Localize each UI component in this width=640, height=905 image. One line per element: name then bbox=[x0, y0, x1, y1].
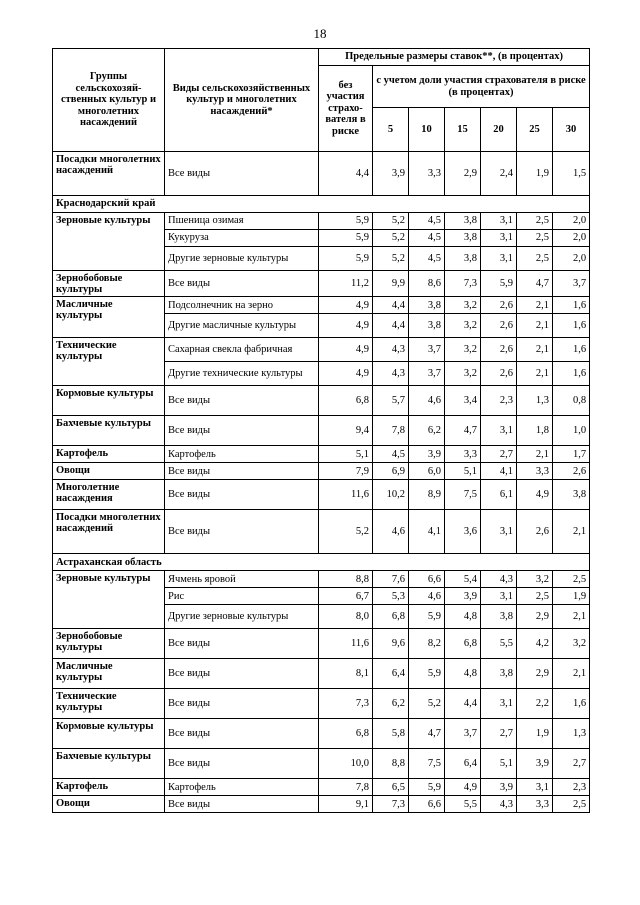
rate-with-participation: 3,8 bbox=[481, 605, 517, 629]
rate-with-participation: 4,2 bbox=[517, 629, 553, 659]
rate-no-participation: 9,4 bbox=[319, 416, 373, 446]
crop-kind: Другие масличные культуры bbox=[165, 314, 319, 338]
rate-no-participation: 11,2 bbox=[319, 271, 373, 297]
rate-with-participation: 7,6 bbox=[373, 571, 409, 588]
rate-with-participation: 5,9 bbox=[481, 271, 517, 297]
header-share: 15 bbox=[445, 108, 481, 152]
table-row bbox=[53, 271, 590, 297]
rate-with-participation: 6,2 bbox=[373, 689, 409, 719]
rate-with-participation: 9,6 bbox=[373, 629, 409, 659]
rate-with-participation: 5,4 bbox=[445, 571, 481, 588]
rate-with-participation: 7,3 bbox=[373, 796, 409, 813]
crop-kind: Все виды bbox=[165, 271, 319, 297]
rate-with-participation: 3,8 bbox=[445, 230, 481, 247]
crop-group: Зернобобовые культуры bbox=[53, 629, 165, 659]
rate-with-participation: 3,9 bbox=[445, 588, 481, 605]
header-limits: Предельные размеры ставок**, (в процентах) bbox=[319, 49, 590, 66]
rate-with-participation: 2,6 bbox=[481, 314, 517, 338]
rate-with-participation: 4,4 bbox=[445, 689, 481, 719]
rate-with-participation: 7,5 bbox=[409, 749, 445, 779]
rate-no-participation: 8,1 bbox=[319, 659, 373, 689]
header-share: 25 bbox=[517, 108, 553, 152]
crop-kind: Картофель bbox=[165, 446, 319, 463]
rate-no-participation: 11,6 bbox=[319, 480, 373, 510]
rate-with-participation: 2,1 bbox=[517, 338, 553, 362]
rate-no-participation: 5,9 bbox=[319, 213, 373, 230]
region-row bbox=[53, 554, 590, 571]
table-row bbox=[53, 297, 590, 314]
crop-group: Технические культуры bbox=[53, 689, 165, 719]
crop-group: Кормовые культуры bbox=[53, 386, 165, 416]
rate-with-participation: 1,3 bbox=[517, 386, 553, 416]
rate-with-participation: 10,2 bbox=[373, 480, 409, 510]
rate-with-participation: 8,8 bbox=[373, 749, 409, 779]
rate-with-participation: 2,7 bbox=[553, 749, 590, 779]
rate-with-participation: 5,9 bbox=[409, 605, 445, 629]
crop-kind: Другие зерновые культуры bbox=[165, 605, 319, 629]
rate-with-participation: 3,7 bbox=[409, 362, 445, 386]
header-share: 10 bbox=[409, 108, 445, 152]
rate-with-participation: 2,5 bbox=[517, 588, 553, 605]
header-share: 5 bbox=[373, 108, 409, 152]
rate-with-participation: 2,7 bbox=[481, 719, 517, 749]
rate-with-participation: 4,5 bbox=[409, 230, 445, 247]
table-row bbox=[53, 446, 590, 463]
rate-with-participation: 4,8 bbox=[445, 605, 481, 629]
rate-with-participation: 3,2 bbox=[445, 338, 481, 362]
rate-with-participation: 6,8 bbox=[373, 605, 409, 629]
rate-with-participation: 7,3 bbox=[445, 271, 481, 297]
rate-with-participation: 6,8 bbox=[445, 629, 481, 659]
rate-with-participation: 3,7 bbox=[445, 719, 481, 749]
rate-with-participation: 2,6 bbox=[553, 463, 590, 480]
crop-group: Овощи bbox=[53, 463, 165, 480]
rate-with-participation: 2,0 bbox=[553, 213, 590, 230]
rate-with-participation: 1,0 bbox=[553, 416, 590, 446]
region-row bbox=[53, 196, 590, 213]
crop-group: Картофель bbox=[53, 446, 165, 463]
rate-with-participation: 5,8 bbox=[373, 719, 409, 749]
crop-group: Многолетние насаждения bbox=[53, 480, 165, 510]
rate-with-participation: 6,4 bbox=[445, 749, 481, 779]
crop-group: Бахчевые культуры bbox=[53, 416, 165, 446]
header-share: 30 bbox=[553, 108, 590, 152]
rate-with-participation: 5,2 bbox=[409, 689, 445, 719]
header-share: 20 bbox=[481, 108, 517, 152]
rate-with-participation: 4,4 bbox=[373, 297, 409, 314]
rate-with-participation: 9,9 bbox=[373, 271, 409, 297]
crop-kind: Все виды bbox=[165, 749, 319, 779]
rate-with-participation: 5,2 bbox=[373, 247, 409, 271]
rate-no-participation: 6,8 bbox=[319, 719, 373, 749]
rate-no-participation: 8,8 bbox=[319, 571, 373, 588]
crop-kind: Ячмень яровой bbox=[165, 571, 319, 588]
crop-group: Масличные культуры bbox=[53, 297, 165, 338]
rate-no-participation: 7,8 bbox=[319, 779, 373, 796]
rate-with-participation: 3,1 bbox=[481, 230, 517, 247]
crop-kind: Все виды bbox=[165, 463, 319, 480]
rate-with-participation: 2,9 bbox=[445, 152, 481, 196]
table-row bbox=[53, 213, 590, 230]
rate-with-participation: 4,3 bbox=[373, 362, 409, 386]
table-row bbox=[53, 629, 590, 659]
rate-with-participation: 4,7 bbox=[409, 719, 445, 749]
crop-kind: Пшеница озимая bbox=[165, 213, 319, 230]
rate-with-participation: 2,1 bbox=[553, 510, 590, 554]
rate-with-participation: 3,3 bbox=[445, 446, 481, 463]
crop-kind: Другие зерновые культуры bbox=[165, 247, 319, 271]
rate-with-participation: 1,6 bbox=[553, 689, 590, 719]
rate-with-participation: 2,5 bbox=[517, 213, 553, 230]
rate-with-participation: 3,1 bbox=[481, 689, 517, 719]
rate-with-participation: 3,8 bbox=[553, 480, 590, 510]
rate-with-participation: 4,1 bbox=[481, 463, 517, 480]
rate-with-participation: 2,5 bbox=[517, 247, 553, 271]
rate-with-participation: 6,5 bbox=[373, 779, 409, 796]
rate-with-participation: 2,6 bbox=[481, 338, 517, 362]
rate-no-participation: 4,9 bbox=[319, 362, 373, 386]
rate-with-participation: 2,4 bbox=[481, 152, 517, 196]
crop-group: Бахчевые культуры bbox=[53, 749, 165, 779]
rate-with-participation: 2,6 bbox=[481, 297, 517, 314]
rate-with-participation: 5,5 bbox=[445, 796, 481, 813]
rate-with-participation: 3,8 bbox=[445, 213, 481, 230]
rate-with-participation: 4,5 bbox=[373, 446, 409, 463]
rate-with-participation: 1,9 bbox=[517, 152, 553, 196]
rate-no-participation: 5,2 bbox=[319, 510, 373, 554]
rate-with-participation: 3,7 bbox=[553, 271, 590, 297]
rate-no-participation: 4,9 bbox=[319, 314, 373, 338]
crop-kind: Все виды bbox=[165, 689, 319, 719]
rate-with-participation: 6,1 bbox=[481, 480, 517, 510]
rate-with-participation: 3,2 bbox=[445, 362, 481, 386]
header-with-participation: с учетом доли участия страхователя в риске (в процентах) bbox=[373, 66, 590, 108]
crop-group: Зернобобовые культуры bbox=[53, 271, 165, 297]
rate-with-participation: 5,7 bbox=[373, 386, 409, 416]
rate-with-participation: 3,2 bbox=[445, 297, 481, 314]
table-row bbox=[53, 659, 590, 689]
rate-with-participation: 2,1 bbox=[517, 362, 553, 386]
header-group: Группы сельскохозяй-ственных культур и многолетних насаждений bbox=[53, 49, 165, 152]
rate-no-participation: 6,7 bbox=[319, 588, 373, 605]
rate-with-participation: 3,1 bbox=[481, 588, 517, 605]
rate-with-participation: 2,6 bbox=[517, 510, 553, 554]
crop-group: Зерновые культуры bbox=[53, 213, 165, 271]
rate-with-participation: 3,1 bbox=[481, 247, 517, 271]
rate-no-participation: 7,3 bbox=[319, 689, 373, 719]
rate-with-participation: 5,1 bbox=[445, 463, 481, 480]
rate-with-participation: 3,8 bbox=[409, 297, 445, 314]
rate-with-participation: 3,3 bbox=[409, 152, 445, 196]
table-row bbox=[53, 510, 590, 554]
rate-with-participation: 3,1 bbox=[517, 779, 553, 796]
rate-with-participation: 2,5 bbox=[553, 571, 590, 588]
rate-with-participation: 2,1 bbox=[517, 297, 553, 314]
rate-with-participation: 4,4 bbox=[373, 314, 409, 338]
rate-with-participation: 6,9 bbox=[373, 463, 409, 480]
table-row bbox=[53, 416, 590, 446]
rate-with-participation: 8,6 bbox=[409, 271, 445, 297]
rate-with-participation: 3,4 bbox=[445, 386, 481, 416]
crop-kind: Рис bbox=[165, 588, 319, 605]
rate-with-participation: 3,2 bbox=[445, 314, 481, 338]
rate-with-participation: 4,3 bbox=[481, 571, 517, 588]
rate-with-participation: 3,1 bbox=[481, 416, 517, 446]
crop-group: Технические культуры bbox=[53, 338, 165, 386]
rate-with-participation: 1,7 bbox=[553, 446, 590, 463]
crop-group: Картофель bbox=[53, 779, 165, 796]
rate-no-participation: 7,9 bbox=[319, 463, 373, 480]
table-row bbox=[53, 796, 590, 813]
table-row bbox=[53, 689, 590, 719]
rate-with-participation: 1,6 bbox=[553, 362, 590, 386]
rate-no-participation: 4,9 bbox=[319, 297, 373, 314]
rate-with-participation: 2,7 bbox=[481, 446, 517, 463]
rate-with-participation: 8,2 bbox=[409, 629, 445, 659]
rate-with-participation: 3,9 bbox=[517, 749, 553, 779]
rate-with-participation: 4,6 bbox=[409, 588, 445, 605]
rate-with-participation: 5,3 bbox=[373, 588, 409, 605]
rate-with-participation: 2,5 bbox=[517, 230, 553, 247]
table-row bbox=[53, 338, 590, 362]
rate-with-participation: 3,3 bbox=[517, 796, 553, 813]
table-row bbox=[53, 571, 590, 588]
rate-with-participation: 2,9 bbox=[517, 659, 553, 689]
rate-with-participation: 3,8 bbox=[409, 314, 445, 338]
rate-with-participation: 2,1 bbox=[553, 605, 590, 629]
rate-with-participation: 6,6 bbox=[409, 796, 445, 813]
table-row bbox=[53, 749, 590, 779]
rate-with-participation: 3,2 bbox=[553, 629, 590, 659]
rate-with-participation: 1,6 bbox=[553, 297, 590, 314]
rate-with-participation: 3,9 bbox=[373, 152, 409, 196]
crop-kind: Все виды bbox=[165, 796, 319, 813]
rate-with-participation: 1,9 bbox=[517, 719, 553, 749]
rate-with-participation: 2,9 bbox=[517, 605, 553, 629]
rate-with-participation: 4,9 bbox=[445, 779, 481, 796]
crop-kind: Все виды bbox=[165, 152, 319, 196]
rate-with-participation: 2,2 bbox=[517, 689, 553, 719]
rate-with-participation: 1,6 bbox=[553, 338, 590, 362]
rate-with-participation: 5,2 bbox=[373, 230, 409, 247]
crop-group: Кормовые культуры bbox=[53, 719, 165, 749]
rate-with-participation: 3,3 bbox=[517, 463, 553, 480]
region-label: Астраханская область bbox=[53, 554, 590, 571]
rate-with-participation: 1,6 bbox=[553, 314, 590, 338]
rate-with-participation: 8,9 bbox=[409, 480, 445, 510]
header-no-participation: без участия страхо-вателя в риске bbox=[319, 66, 373, 152]
rate-with-participation: 4,3 bbox=[481, 796, 517, 813]
crop-group: Зерновые культуры bbox=[53, 571, 165, 629]
rate-no-participation: 6,8 bbox=[319, 386, 373, 416]
rate-with-participation: 4,6 bbox=[373, 510, 409, 554]
crop-kind: Все виды bbox=[165, 659, 319, 689]
rate-no-participation: 8,0 bbox=[319, 605, 373, 629]
rate-with-participation: 4,9 bbox=[517, 480, 553, 510]
rate-with-participation: 3,8 bbox=[481, 659, 517, 689]
rate-with-participation: 3,9 bbox=[409, 446, 445, 463]
rate-with-participation: 4,7 bbox=[445, 416, 481, 446]
rate-with-participation: 4,5 bbox=[409, 247, 445, 271]
table-row bbox=[53, 779, 590, 796]
rate-with-participation: 2,0 bbox=[553, 230, 590, 247]
rate-with-participation: 5,9 bbox=[409, 659, 445, 689]
table-row bbox=[53, 463, 590, 480]
crop-kind: Все виды bbox=[165, 629, 319, 659]
page-number: 18 bbox=[313, 26, 327, 41]
rate-with-participation: 3,1 bbox=[481, 213, 517, 230]
crop-kind: Все виды bbox=[165, 510, 319, 554]
header-kind: Виды сельскохозяйственных культур и многолетних насаждений* bbox=[165, 49, 319, 152]
rate-with-participation: 3,6 bbox=[445, 510, 481, 554]
rate-with-participation: 1,5 bbox=[553, 152, 590, 196]
rate-with-participation: 2,1 bbox=[553, 659, 590, 689]
rate-no-participation: 5,1 bbox=[319, 446, 373, 463]
rate-with-participation: 4,8 bbox=[445, 659, 481, 689]
rate-with-participation: 2,3 bbox=[481, 386, 517, 416]
rate-with-participation: 1,9 bbox=[553, 588, 590, 605]
rate-with-participation: 3,2 bbox=[517, 571, 553, 588]
table-body bbox=[53, 152, 590, 813]
rate-with-participation: 2,1 bbox=[517, 446, 553, 463]
rate-with-participation: 6,2 bbox=[409, 416, 445, 446]
crop-group: Овощи bbox=[53, 796, 165, 813]
rates-table bbox=[52, 48, 590, 813]
rate-no-participation: 4,9 bbox=[319, 338, 373, 362]
rate-no-participation: 5,9 bbox=[319, 230, 373, 247]
table-row bbox=[53, 480, 590, 510]
table-row bbox=[53, 719, 590, 749]
rate-with-participation: 4,3 bbox=[373, 338, 409, 362]
rate-with-participation: 6,0 bbox=[409, 463, 445, 480]
rate-no-participation: 10,0 bbox=[319, 749, 373, 779]
table-header bbox=[53, 49, 590, 152]
rate-with-participation: 2,3 bbox=[553, 779, 590, 796]
crop-kind: Все виды bbox=[165, 416, 319, 446]
crop-kind: Все виды bbox=[165, 480, 319, 510]
rate-with-participation: 5,2 bbox=[373, 213, 409, 230]
rate-with-participation: 2,1 bbox=[517, 314, 553, 338]
rate-with-participation: 5,1 bbox=[481, 749, 517, 779]
rate-with-participation: 6,4 bbox=[373, 659, 409, 689]
table-row bbox=[53, 386, 590, 416]
rate-no-participation: 9,1 bbox=[319, 796, 373, 813]
rate-with-participation: 3,7 bbox=[409, 338, 445, 362]
crop-kind: Сахарная свекла фабричная bbox=[165, 338, 319, 362]
rate-with-participation: 1,8 bbox=[517, 416, 553, 446]
crop-kind: Все виды bbox=[165, 386, 319, 416]
rate-with-participation: 4,7 bbox=[517, 271, 553, 297]
rate-with-participation: 4,1 bbox=[409, 510, 445, 554]
region-label: Краснодарский край bbox=[53, 196, 590, 213]
rate-no-participation: 4,4 bbox=[319, 152, 373, 196]
rate-with-participation: 6,6 bbox=[409, 571, 445, 588]
rate-with-participation: 5,9 bbox=[409, 779, 445, 796]
crop-kind: Картофель bbox=[165, 779, 319, 796]
rate-with-participation: 5,5 bbox=[481, 629, 517, 659]
crop-group: Посадки многолетних насаждений bbox=[53, 510, 165, 554]
crop-kind: Подсолнечник на зерно bbox=[165, 297, 319, 314]
rate-with-participation: 7,5 bbox=[445, 480, 481, 510]
rate-with-participation: 0,8 bbox=[553, 386, 590, 416]
rate-with-participation: 3,8 bbox=[445, 247, 481, 271]
rate-no-participation: 11,6 bbox=[319, 629, 373, 659]
rate-with-participation: 7,8 bbox=[373, 416, 409, 446]
table-row bbox=[53, 152, 590, 196]
rate-no-participation: 5,9 bbox=[319, 247, 373, 271]
rate-with-participation: 2,0 bbox=[553, 247, 590, 271]
rate-with-participation: 3,1 bbox=[481, 510, 517, 554]
crop-group: Посадки многолетних насаждений bbox=[53, 152, 165, 196]
rate-with-participation: 4,5 bbox=[409, 213, 445, 230]
rate-with-participation: 4,6 bbox=[409, 386, 445, 416]
rate-with-participation: 3,9 bbox=[481, 779, 517, 796]
crop-kind: Другие технические культуры bbox=[165, 362, 319, 386]
rate-with-participation: 1,3 bbox=[553, 719, 590, 749]
rate-with-participation: 2,6 bbox=[481, 362, 517, 386]
crop-kind: Кукуруза bbox=[165, 230, 319, 247]
crop-group: Масличные культуры bbox=[53, 659, 165, 689]
rate-with-participation: 2,5 bbox=[553, 796, 590, 813]
crop-kind: Все виды bbox=[165, 719, 319, 749]
